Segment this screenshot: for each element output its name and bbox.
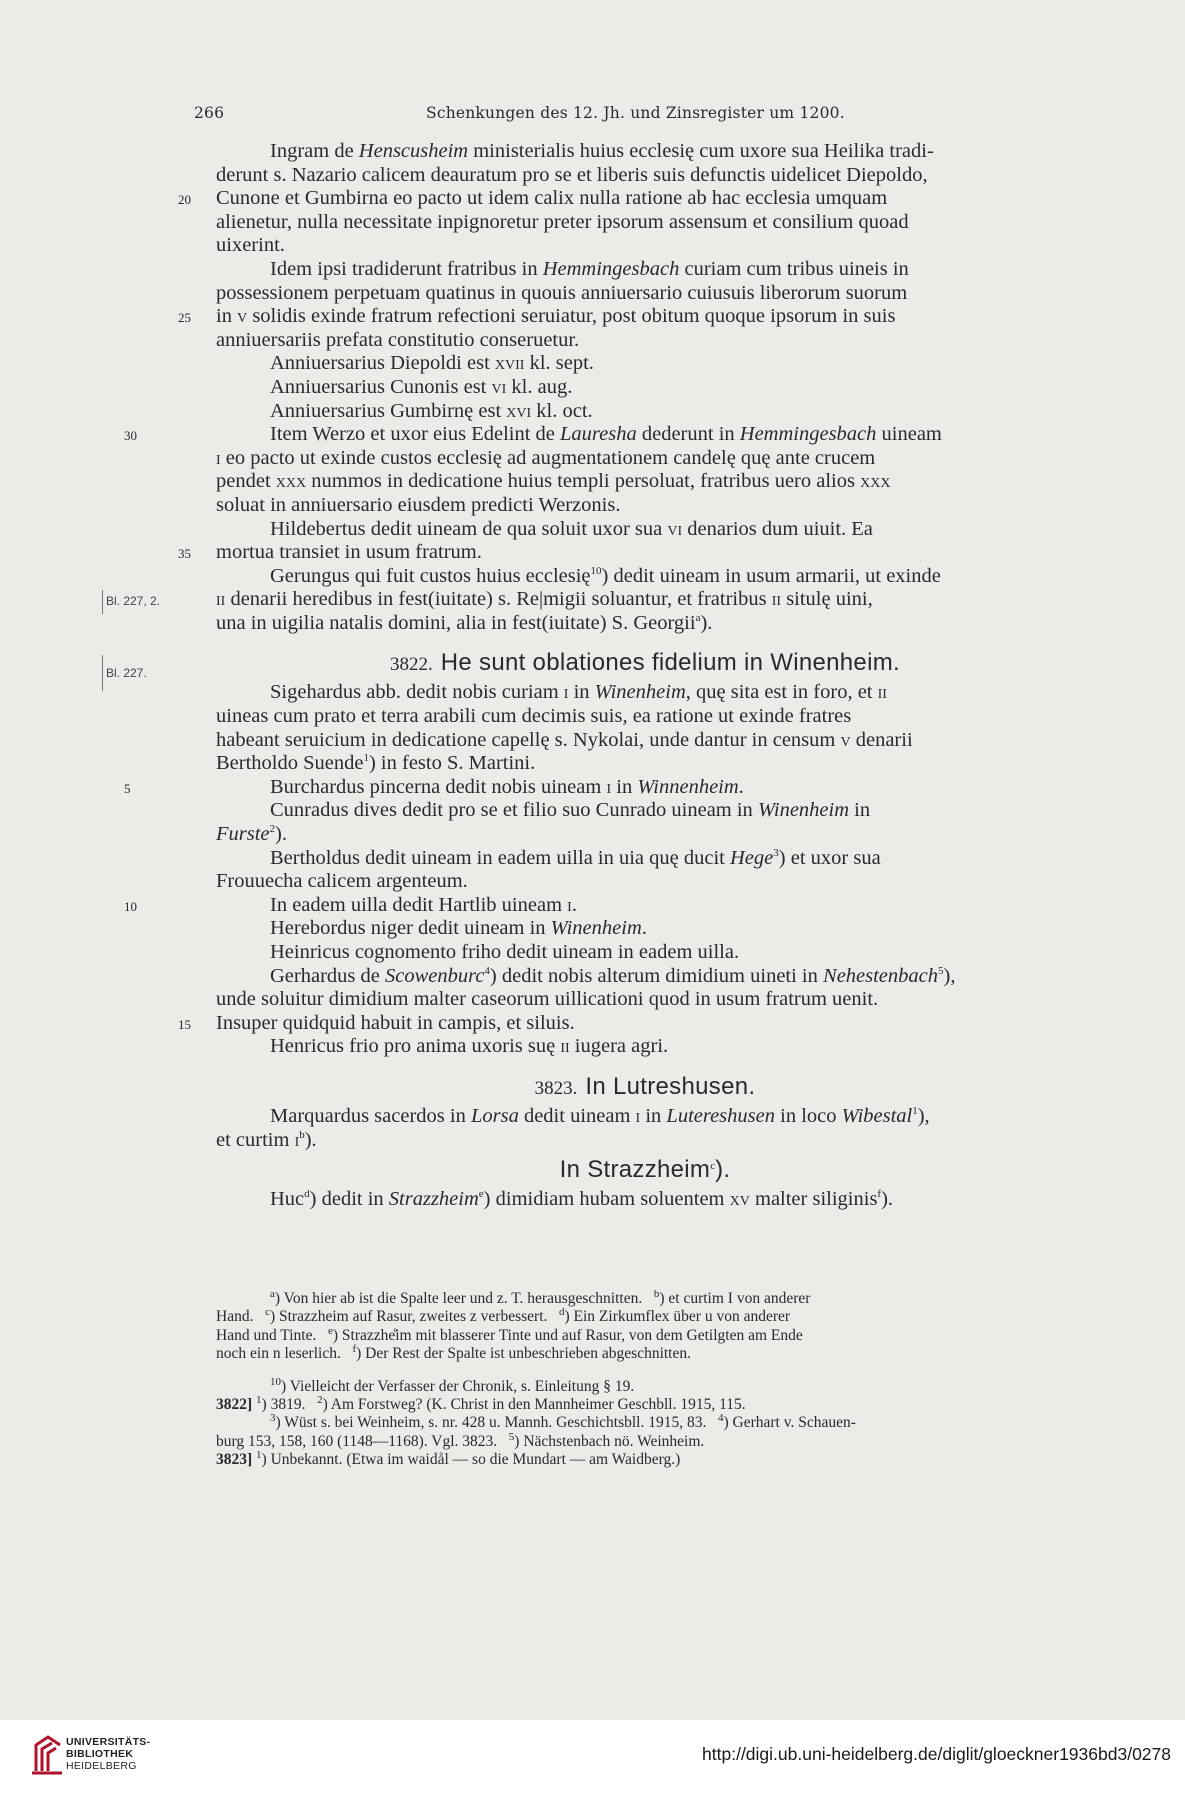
- line-number: 15: [178, 1016, 191, 1032]
- text-line: 30 Item Werzo et uxor eius Edelint de Lauresha dederunt in Hemmingesbach uineam: [216, 423, 1074, 447]
- footnote-line: $^a$) Von hier ab ist die Spalte leer und z. T. herausgeschnitten. $^b$) et curtim I von anderer: [270, 1287, 811, 1307]
- text-line: i eo pacto ut exinde custos ecclesię ad augmentationem candelę quę ante crucem: [216, 446, 876, 469]
- text-line: una in uigilia natalis domini, alia in fest(iuitate) S. Georgii$^a$).: [216, 611, 713, 634]
- text-line: Marquardus sacerdos in Lorsa dedit uineam i in Lutereshusen in loco Wibestal$^1$),: [270, 1104, 930, 1127]
- text-line: Idem ipsi tradiderunt fratribus in Hemmingesbach curiam cum tribus uineis in: [270, 257, 909, 280]
- section-heading-3822: [106, 645, 1074, 681]
- text-line: Gerhardus de Scowenburc$^4$) dedit nobis alterum dimidium uineti in Nehestenbach$^5$),: [270, 964, 956, 987]
- text-line: Hildebertus dedit uineam de qua soluit uxor sua vi denarios dum uiuit. Ea: [270, 517, 873, 540]
- main-text: [106, 140, 1074, 1212]
- footnote-marker: c: [710, 1160, 716, 1173]
- margin-note: Bl. 227, 2.: [102, 590, 160, 614]
- text-line: alienetur, nulla necessitate inpignoretur preter ipsorum assensum et consilium quoad: [216, 210, 909, 233]
- text-line: Anniuersarius Cunonis est vi kl. aug.: [270, 375, 573, 398]
- line-number: 35: [178, 546, 191, 562]
- line-number: 10: [124, 898, 137, 914]
- text-line: Ingram de Henscusheim ministerialis huius ecclesię cum uxore sua Heilika tradi-: [270, 140, 934, 162]
- library-footer: [0, 1720, 1185, 1795]
- margin-note: Bl. 227.: [102, 655, 147, 691]
- text-line: Bl. 227, 2. ii denarii heredibus in fest(iuitate) s. Re|migii soluantur, et fratribus ii situlę uini,: [216, 588, 1074, 612]
- text-line: Gerungus qui fuit custos huius ecclesię$^{10}$) dedit uineam in usum armarii, ut exinde: [270, 564, 941, 587]
- text-line: 25 in v solidis exinde fratrum refectioni seruiatur, post obitum quoque ipsorum in suis: [216, 305, 1074, 329]
- line-number: 25: [178, 310, 191, 326]
- footnote-line: $^{10}$) Vielleicht der Verfasser der Chronik, s. Einleitung § 19.: [270, 1375, 635, 1395]
- text-line: Henricus frio pro anima uxoris suę ii iugera agri.: [270, 1035, 669, 1058]
- section-title: In Lutreshusen.: [585, 1072, 756, 1100]
- footnote-line: 3822] $^1$) 3819. $^2$) Am Forstweg? (K. Christ in den Mannheimer Geschbll. 1915, 115.: [216, 1393, 746, 1414]
- text-line: pendet xxx nummos in dedicatione huius templi persoluat, fratribus uero alios xxx: [216, 470, 891, 493]
- text-line: habeant seruicium in dedicatione capellę s. Nykolai, unde dantur in censum v denarii: [216, 728, 913, 751]
- line-number: 20: [178, 192, 191, 208]
- text-line: Furste$^2$).: [216, 823, 287, 846]
- text-line: derunt s. Nazario calicem deauratum pro se et liberis suis defunctis uidelicet Diepoldo,: [216, 163, 928, 186]
- text-line: Frouuecha calicem argenteum.: [216, 870, 468, 893]
- library-name: UNIVERSITÄTS- BIBLIOTHEK HEIDELBERG: [66, 1736, 151, 1772]
- text-line: uineas cum prato et terra arabili cum decimis suis, ea ratione ut exinde fratres: [216, 705, 852, 728]
- section-number: 3823.: [534, 1077, 578, 1099]
- text-line: Anniuersarius Gumbirnę est xvi kl. oct.: [270, 399, 593, 422]
- footnote-line: 3823] $^1$) Unbekannt. (Etwa im waidål — so die Mundart — am Waidberg.): [216, 1449, 681, 1469]
- text-line: Heinricus cognomento friho dedit uineam in eadem uilla.: [270, 941, 740, 963]
- page-number: 266: [194, 104, 225, 122]
- text-line: Anniuersarius Diepoldi est xvii kl. sept.: [270, 352, 594, 375]
- text-line: Herebordus niger dedit uineam in Winenheim.: [270, 917, 647, 940]
- line-number: 30: [124, 428, 137, 444]
- text-line: 20 Cunone et Gumbirna eo pacto ut idem calix nulla ratione ab hac ecclesia umquam: [216, 187, 1074, 211]
- text-line: Sigehardus abb. dedit nobis curiam i in Winenheim, quę sita est in foro, et ii: [270, 681, 887, 704]
- text-line: 10 In eadem uilla dedit Hartlib uineam i.: [216, 894, 1074, 918]
- text-line: uixerint.: [216, 234, 285, 257]
- footnote-line: burg 153, 158, 160 (1148—1168). Vgl. 3823. $^5$) Nächstenbach nö. Weinheim.: [216, 1430, 705, 1450]
- text-line: 35 mortua transiet in usum fratrum.: [216, 541, 1074, 565]
- running-title: Schenkungen des 12. Jh. und Zinsregister um 1200.: [426, 104, 845, 122]
- text-line: possessionem perpetuam quatinus in quouis anniuersario cuiusuis liberorum suorum: [216, 281, 908, 304]
- subheading-strazzheim: In Strazzheim$^c$).: [559, 1156, 731, 1184]
- footnote-line: $^3$) Wüst s. bei Weinheim, s. nr. 428 u. Mannh. Geschichtsbll. 1915, 83. $^4$) Gerhart v. Schauen-: [270, 1412, 856, 1432]
- text-line: Cunradus dives dedit pro se et filio suo Cunrado uineam in Winenheim in: [270, 799, 871, 822]
- text-line: unde soluitur dimidium malter caseorum uillicationi quod in usum fratrum uenit.: [216, 988, 879, 1011]
- footnotes: [216, 1287, 1074, 1470]
- text-line: anniuersariis prefata constitutio conseruetur.: [216, 328, 580, 351]
- footnote-line: Hand und Tinte. $^e$) Strazzhe̊im mit blasserer Tinte und auf Rasur, von dem Getilgten am Ende: [216, 1324, 803, 1344]
- text-line: Bertholdo Suende$^1$) in festo S. Martini.: [216, 752, 536, 775]
- footnote-line: Hand. $^c$) Strazzheim auf Rasur, zweites z verbessert. $^d$) Ein Zirkumflex über u von anderer: [216, 1306, 791, 1326]
- text-line: 15 Insuper quidquid habuit in campis, et siluis.: [216, 1012, 1074, 1036]
- text-line: 5 Burchardus pincerna dedit nobis uineam i in Winnenheim.: [216, 776, 1074, 800]
- footnote-line: noch ein n leserlich. $^f$) Der Rest der Spalte ist unbeschrieben abgeschnitten.: [216, 1343, 691, 1363]
- line-number: 5: [124, 780, 131, 796]
- source-url-link[interactable]: http://digi.ub.uni-heidelberg.de/diglit/gloeckner1936bd3/0278: [702, 1744, 1171, 1764]
- text-line: soluat in anniuersario eiusdem predicti Werzonis.: [216, 493, 621, 516]
- section-title: He sunt oblationes fidelium in Winenheim.: [440, 649, 900, 677]
- text-line: Bertholdus dedit uineam in eadem uilla in uia quę ducit Hege$^3$) et uxor sua: [270, 846, 881, 869]
- section-number: 3822.: [390, 654, 433, 676]
- text-line: Huc$^d$) dedit in Strazzheim$^e$) dimidiam hubam soluentem xv malter siliginis$^f$).: [270, 1188, 894, 1211]
- subheading-title: In Strazzheim: [559, 1156, 711, 1184]
- text-line: et curtim $i^b$).: [216, 1128, 317, 1151]
- section-heading-3823: [216, 1069, 1074, 1105]
